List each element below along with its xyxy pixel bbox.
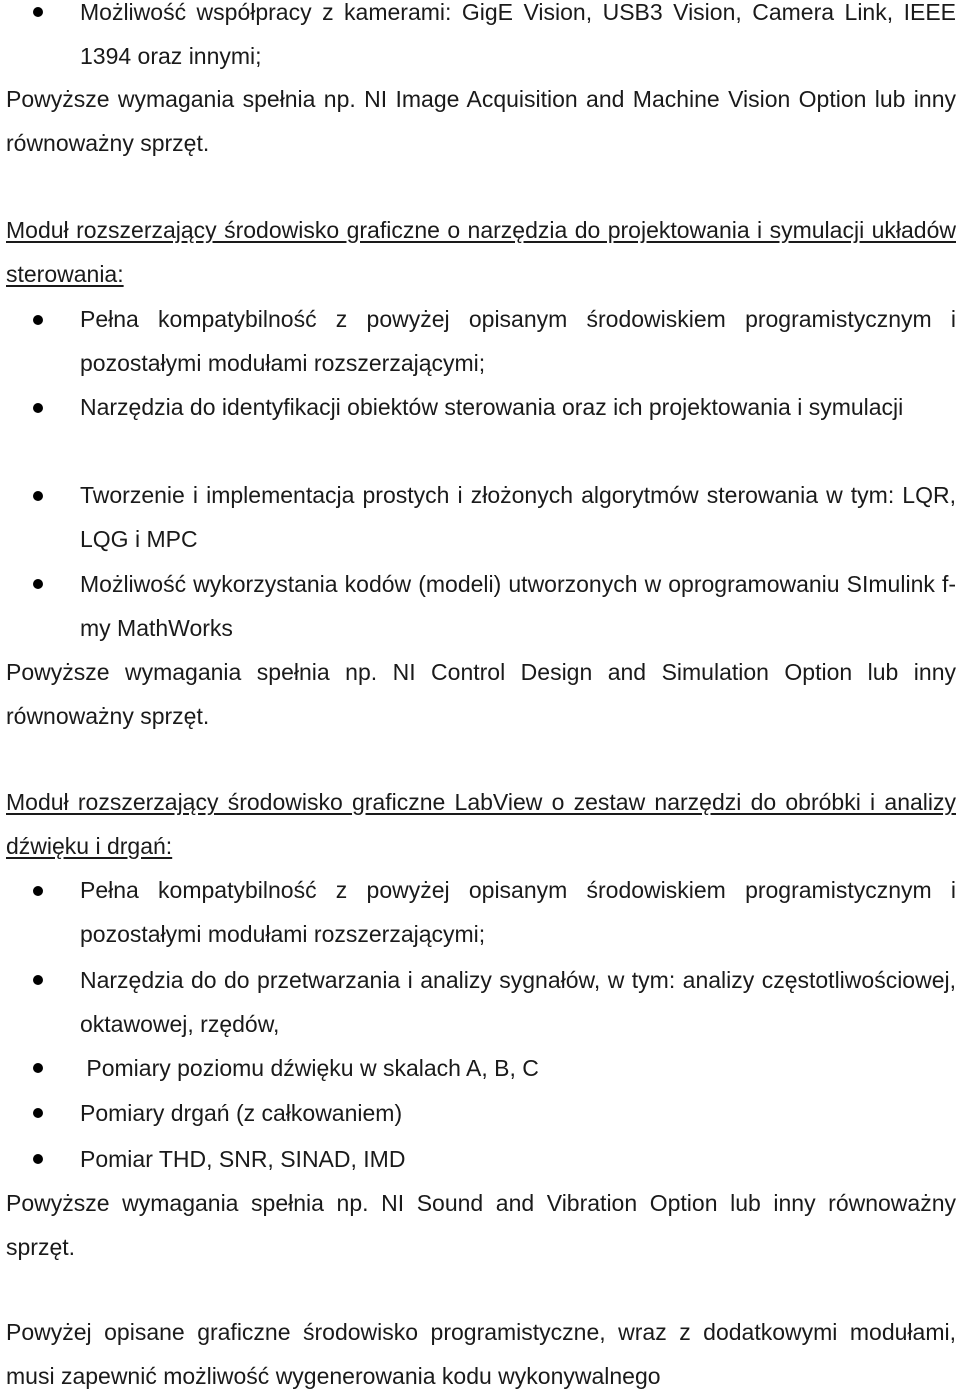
list-item: Pomiar THD, SNR, SINAD, IMD (80, 1146, 406, 1172)
requirement-note: Powyższe wymagania spełnia np. NI Sound and Vibration Option lub inny równoważny sprzęt. (6, 1190, 956, 1260)
bullet-dot (33, 975, 43, 985)
bullet-dot (33, 403, 43, 413)
section-heading: Moduł rozszerzający środowisko graficzne o narzędzia do projektowania i symulacji układów sterowania: (6, 217, 956, 287)
bullet-dot (33, 315, 43, 325)
list-item: Pomiary drgań (z całkowaniem) (80, 1100, 403, 1126)
list-item: Możliwość wykorzystania kodów (modeli) utworzonych w oprogramowaniu SImulink f-my MathWorks (80, 571, 956, 641)
list-item: Pełna kompatybilność z powyżej opisanym środowiskiem programistycznym i pozostałymi modułami rozszerzającymi; (80, 306, 956, 376)
bullet-dot (33, 7, 43, 17)
list-item: Narzędzia do identyfikacji obiektów sterowania oraz ich projektowania i symulacji (80, 394, 904, 420)
section-heading: Moduł rozszerzający środowisko graficzne LabView o zestaw narzędzi do obróbki i analizy dźwięku i drgań: (6, 789, 956, 859)
closing-paragraph: Powyżej opisane graficzne środowisko programistyczne, wraz z dodatkowymi modułami, musi zapewnić możliwość wygenerowania kodu wykonywalnego (6, 1319, 956, 1389)
list-item: Pomiary poziomu dźwięku w skalach A, B, C (80, 1055, 539, 1081)
list-item: Pełna kompatybilność z powyżej opisanym środowiskiem programistycznym i pozostałymi modułami rozszerzającymi; (80, 877, 956, 947)
bullet-dot (33, 491, 43, 501)
bullet-dot (33, 1063, 43, 1073)
bullet-dot (33, 886, 43, 896)
list-item: Możliwość współpracy z kamerami: GigE Vision, USB3 Vision, Camera Link, IEEE 1394 oraz innymi; (80, 0, 956, 69)
bullet-dot (33, 1154, 43, 1164)
requirement-note: Powyższe wymagania spełnia np. NI Control Design and Simulation Option lub inny równoważny sprzęt. (6, 659, 956, 729)
list-item: Tworzenie i implementacja prostych i złożonych algorytmów sterowania w tym: LQR, LQG i MPC (80, 482, 956, 552)
list-item: Narzędzia do do przetwarzania i analizy sygnałów, w tym: analizy częstotliwościowej, oktawowej, rzędów, (80, 967, 956, 1037)
bullet-dot (33, 1108, 43, 1118)
requirement-note: Powyższe wymagania spełnia np. NI Image Acquisition and Machine Vision Option lub inny równoważny sprzęt. (6, 86, 956, 156)
bullet-dot (33, 579, 43, 589)
